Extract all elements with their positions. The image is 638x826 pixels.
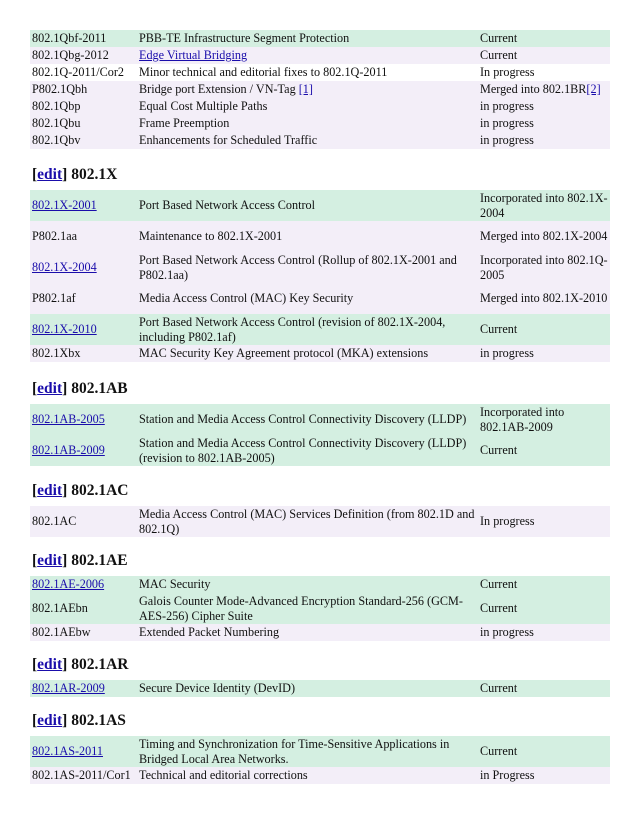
description-text: MAC Security Key Agreement protocol (MKA) extensions xyxy=(139,346,429,360)
edit-link[interactable]: edit xyxy=(37,166,63,183)
status-cell xyxy=(478,435,610,466)
description-text: Galois Counter Mode-Advanced Encryption Standard-256 (GCM-AES-256) Cipher Suite xyxy=(139,593,463,623)
status-cell xyxy=(478,283,610,314)
description-text: Port Based Network Access Control (Rollup of 802.1X-2001 and P802.1aa) xyxy=(139,252,457,282)
status-cell xyxy=(478,47,610,64)
standard-id: 802.1Qbu xyxy=(32,116,81,130)
standard-id: P802.1Qbh xyxy=(32,82,88,96)
bracket-open: [ xyxy=(32,712,38,729)
status-cell xyxy=(478,190,610,221)
status-text: Incorporated into 802.1X-2004 xyxy=(480,190,608,220)
description-text: Media Access Control (MAC) Key Security xyxy=(139,291,354,305)
standard-id: 802.1AEbn xyxy=(32,601,88,615)
bracket-close: ] xyxy=(62,380,72,397)
standard-id: 802.1Qbv xyxy=(32,133,81,147)
standard-id-link[interactable]: 802.1AS-2011 xyxy=(32,744,103,758)
status-text: in progress xyxy=(480,133,534,147)
description-cell xyxy=(137,767,478,784)
description-cell xyxy=(137,47,478,64)
status-text: Current xyxy=(480,601,518,615)
status-cell xyxy=(478,81,610,98)
bracket-open: [ xyxy=(32,552,38,569)
description-text: Port Based Network Access Control xyxy=(139,198,316,212)
status-text: Current xyxy=(480,48,518,62)
description-cell xyxy=(137,314,478,345)
standard-id: P802.1af xyxy=(32,291,76,305)
status-text: in progress xyxy=(480,99,534,113)
status-text: Current xyxy=(480,322,518,336)
section-title: 802.1X xyxy=(71,166,118,183)
table-row xyxy=(30,252,610,283)
description-cell xyxy=(137,435,478,466)
description-cell xyxy=(137,221,478,252)
status-cell xyxy=(478,736,610,767)
standard-id-cell xyxy=(30,736,137,767)
section-title: 802.1AE xyxy=(71,552,128,569)
bracket-open: [ xyxy=(32,380,38,397)
status-cell xyxy=(478,314,610,345)
edit-link[interactable]: edit xyxy=(37,482,63,499)
edit-link[interactable]: edit xyxy=(37,552,63,569)
standards-table xyxy=(30,576,608,641)
description-cell xyxy=(137,115,478,132)
standards-table xyxy=(30,680,608,697)
description-text: Minor technical and editorial fixes to 802.1Q-2011 xyxy=(139,65,388,79)
description-cell xyxy=(137,64,478,81)
table-row xyxy=(30,190,610,221)
status-cell xyxy=(478,624,610,641)
description-text: Timing and Synchronization for Time-Sensitive Applications in Bridged Local Area Networks. xyxy=(139,736,450,766)
section-heading xyxy=(32,712,126,730)
status-cell xyxy=(478,767,610,784)
standard-id-cell xyxy=(30,576,137,593)
status-cell xyxy=(478,593,610,624)
description-link[interactable]: Edge Virtual Bridging xyxy=(139,48,248,62)
standard-id-cell xyxy=(30,314,137,345)
status-cell xyxy=(478,132,610,149)
edit-link[interactable]: edit xyxy=(37,380,63,397)
description-cell xyxy=(137,98,478,115)
standard-id: 802.1Qbg-2012 xyxy=(32,48,109,62)
description-cell xyxy=(137,736,478,767)
description-text: Maintenance to 802.1X-2001 xyxy=(139,229,283,243)
description-text: PBB-TE Infrastructure Segment Protection xyxy=(139,31,350,45)
standard-id-cell xyxy=(30,64,137,81)
section-heading xyxy=(32,656,128,674)
table-row xyxy=(30,221,610,252)
standard-id-cell xyxy=(30,115,137,132)
description-text: Station and Media Access Control Connectivity Discovery (LLDP) xyxy=(139,412,467,426)
table-row xyxy=(30,132,610,149)
standard-id: P802.1aa xyxy=(32,229,78,243)
status-cell xyxy=(478,506,610,537)
standard-id: 802.1AEbw xyxy=(32,625,91,639)
table-row xyxy=(30,47,610,64)
standards-table xyxy=(30,30,608,149)
table-row xyxy=(30,736,610,767)
table-row xyxy=(30,593,610,624)
section-title: 802.1AC xyxy=(71,482,129,499)
description-cell xyxy=(137,624,478,641)
bracket-close: ] xyxy=(62,166,72,183)
standard-id-cell xyxy=(30,404,137,435)
reference-link[interactable]: [2] xyxy=(586,82,601,96)
description-text: Enhancements for Scheduled Traffic xyxy=(139,133,318,147)
standard-id-cell xyxy=(30,767,137,784)
standard-id-link[interactable]: 802.1X-2001 xyxy=(32,198,97,212)
standard-id-link[interactable]: 802.1X-2010 xyxy=(32,322,97,336)
standard-id-cell xyxy=(30,283,137,314)
status-text: Merged into 802.1X-2004 xyxy=(480,229,608,243)
section-heading xyxy=(32,482,128,500)
description-text: Frame Preemption xyxy=(139,116,230,130)
description-text: Secure Device Identity (DevID) xyxy=(139,681,295,695)
edit-link[interactable]: edit xyxy=(37,712,63,729)
description-cell xyxy=(137,593,478,624)
description-cell xyxy=(137,252,478,283)
status-cell xyxy=(478,576,610,593)
standard-id-cell xyxy=(30,98,137,115)
section-title: 802.1AS xyxy=(71,712,126,729)
description-cell xyxy=(137,345,478,362)
status-cell xyxy=(478,345,610,362)
section-title: 802.1AB xyxy=(71,380,128,397)
standard-id-link[interactable]: 802.1X-2004 xyxy=(32,260,97,274)
status-text: in progress xyxy=(480,625,534,639)
standard-id-link[interactable]: 802.1AE-2006 xyxy=(32,577,105,591)
description-text: Bridge port Extension / VN-Tag xyxy=(139,82,299,96)
status-text: Current xyxy=(480,31,518,45)
status-text: in Progress xyxy=(480,768,535,782)
table-row xyxy=(30,506,610,537)
standards-table xyxy=(30,404,608,466)
table-row xyxy=(30,283,610,314)
status-cell xyxy=(478,98,610,115)
description-cell xyxy=(137,680,478,697)
standard-id-link[interactable]: 802.1AR-2009 xyxy=(32,681,105,695)
status-text: Merged into 802.1X-2010 xyxy=(480,291,608,305)
description-cell xyxy=(137,404,478,435)
reference-link[interactable]: [1] xyxy=(298,82,313,96)
standard-id-cell xyxy=(30,30,137,47)
standard-id-cell xyxy=(30,81,137,98)
standard-id-cell xyxy=(30,435,137,466)
standard-id: 802.1Q-2011/Cor2 xyxy=(32,65,124,79)
description-cell xyxy=(137,283,478,314)
table-row xyxy=(30,404,610,435)
bracket-close: ] xyxy=(62,552,72,569)
standard-id: 802.1AS-2011/Cor1 xyxy=(32,768,131,782)
standard-id: 802.1Xbx xyxy=(32,346,81,360)
status-cell xyxy=(478,115,610,132)
standard-id-cell xyxy=(30,506,137,537)
description-text: Extended Packet Numbering xyxy=(139,625,280,639)
standard-id: 802.1AC xyxy=(32,514,77,528)
standard-id-cell xyxy=(30,624,137,641)
bracket-close: ] xyxy=(62,712,72,729)
standard-id-cell xyxy=(30,132,137,149)
table-row xyxy=(30,680,610,697)
status-text: Current xyxy=(480,744,518,758)
table-row xyxy=(30,98,610,115)
standard-id-cell xyxy=(30,190,137,221)
standard-id-cell xyxy=(30,47,137,64)
standard-id: 802.1Qbp xyxy=(32,99,81,113)
standard-id-link[interactable]: 802.1AB-2005 xyxy=(32,412,105,426)
status-cell xyxy=(478,221,610,252)
status-text: Incorporated into 802.1AB-2009 xyxy=(480,404,565,434)
status-text: Current xyxy=(480,443,518,457)
description-cell xyxy=(137,81,478,98)
table-row xyxy=(30,576,610,593)
standards-table xyxy=(30,506,608,537)
standard-id: 802.1Qbf-2011 xyxy=(32,31,107,45)
table-row xyxy=(30,767,610,784)
standard-id-cell xyxy=(30,252,137,283)
section-heading xyxy=(32,380,128,398)
section-heading xyxy=(32,166,117,184)
status-cell xyxy=(478,64,610,81)
description-cell xyxy=(137,132,478,149)
description-text: Media Access Control (MAC) Services Definition (from 802.1D and 802.1Q) xyxy=(139,506,475,536)
table-row xyxy=(30,64,610,81)
bracket-open: [ xyxy=(32,656,38,673)
description-cell xyxy=(137,30,478,47)
status-cell xyxy=(478,30,610,47)
standards-table xyxy=(30,190,608,362)
bracket-close: ] xyxy=(62,656,72,673)
standard-id-cell xyxy=(30,680,137,697)
description-text: Station and Media Access Control Connectivity Discovery (LLDP) (revision to 802.1AB-2005) xyxy=(139,435,467,465)
bracket-open: [ xyxy=(32,482,38,499)
standard-id-cell xyxy=(30,221,137,252)
table-row xyxy=(30,115,610,132)
status-text: In progress xyxy=(480,514,535,528)
standard-id-cell xyxy=(30,593,137,624)
table-row xyxy=(30,435,610,466)
description-text: Port Based Network Access Control (revision of 802.1X-2004, including P802.1af) xyxy=(139,314,446,344)
table-row xyxy=(30,81,610,98)
status-text: Current xyxy=(480,577,518,591)
standard-id-link[interactable]: 802.1AB-2009 xyxy=(32,443,105,457)
status-cell xyxy=(478,680,610,697)
status-text: In progress xyxy=(480,65,535,79)
bracket-close: ] xyxy=(62,482,72,499)
standards-table xyxy=(30,736,608,784)
status-cell xyxy=(478,252,610,283)
standard-id-cell xyxy=(30,345,137,362)
description-cell xyxy=(137,506,478,537)
status-text: Incorporated into 802.1Q-2005 xyxy=(480,252,608,282)
description-text: Equal Cost Multiple Paths xyxy=(139,99,268,113)
status-cell xyxy=(478,404,610,435)
section-heading xyxy=(32,552,128,570)
status-text: in progress xyxy=(480,346,534,360)
description-cell xyxy=(137,190,478,221)
section-title: 802.1AR xyxy=(71,656,129,673)
description-text: MAC Security xyxy=(139,577,211,591)
status-text: in progress xyxy=(480,116,534,130)
edit-link[interactable]: edit xyxy=(37,656,63,673)
table-row xyxy=(30,314,610,345)
bracket-open: [ xyxy=(32,166,38,183)
table-row xyxy=(30,30,610,47)
table-row xyxy=(30,345,610,362)
status-text: Merged into 802.1BR xyxy=(480,82,587,96)
table-row xyxy=(30,624,610,641)
status-text: Current xyxy=(480,681,518,695)
description-cell xyxy=(137,576,478,593)
description-text: Technical and editorial corrections xyxy=(139,768,308,782)
